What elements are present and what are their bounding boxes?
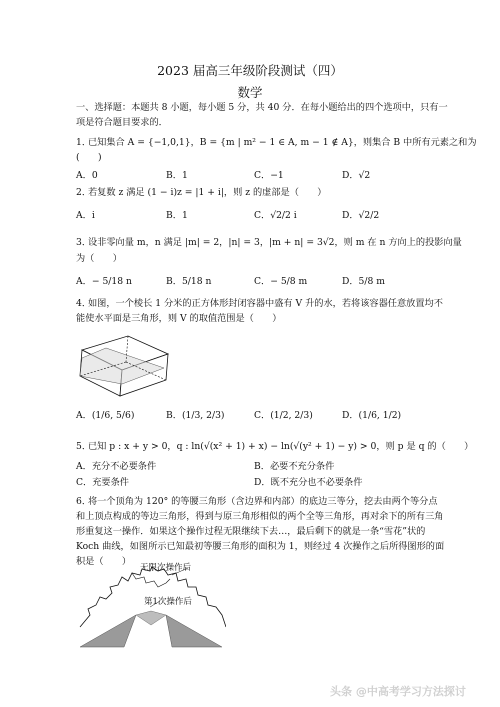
question-2-option-d: D．√2/2	[342, 210, 380, 221]
question-2-option-c: C．√2/2 i	[254, 210, 297, 221]
question-4-option-b: B．(1/3, 2/3)	[166, 410, 225, 421]
watermark-text: 头条 @中高考学习方法探讨	[330, 685, 466, 698]
question-6-stem-line2: 和上顶点构成的等边三角形，得到与原三角形相似的两个全等三角形，再对余下的所有三角	[76, 511, 444, 522]
question-4-stem-line1: 如图，一个棱长 1 分米的正方体形封闭容器中盛有 V 升的水，若将该容器任意放置均不	[88, 298, 443, 309]
question-5-number: 5．	[76, 441, 92, 452]
question-1-stem: 已知集合 A = {−1,0,1}，B = {m | m² − 1 ∈ A, m − 1 ∉ A}，则集合 B 中所有元素之和为	[88, 137, 477, 148]
question-6-stem-line5: 积是（ ）	[76, 556, 132, 567]
figure-label-first: 第1次操作后	[144, 597, 192, 607]
question-3-option-b: B．5/18 n	[166, 276, 212, 287]
subject-title: 数学	[237, 85, 263, 100]
question-5-option-d: D．既不充分也不必要条件	[254, 477, 363, 488]
question-4-option-a: A．(1/6, 5/6)	[76, 410, 135, 421]
question-3-option-a: A．− 5/18 n	[76, 276, 132, 287]
question-5-option-a: A．充分不必要条件	[76, 461, 157, 472]
question-4-number: 4．	[76, 298, 92, 309]
question-4-option-d: D．(1/6, 1/2)	[342, 410, 402, 421]
question-1-option-c: C．−1	[254, 170, 284, 181]
question-2-option-a: A．i	[76, 210, 95, 221]
figure-label-infinite: 无限次操作后	[140, 563, 192, 573]
question-3-number: 3．	[76, 237, 92, 248]
question-2-number: 2．	[76, 187, 92, 198]
question-6-number: 6．	[76, 496, 92, 507]
question-1-option-b: B．1	[166, 170, 188, 181]
question-3-paren: 为（ ）	[76, 253, 122, 264]
question-6-stem-line4: Koch 曲线，如图所示已知最初等腰三角形的面积为 1，则经过 4 次操作之后所得图形的面	[76, 541, 445, 552]
question-2-option-b: B．1	[166, 210, 188, 221]
question-5-option-c: C．充要条件	[76, 477, 129, 488]
question-1-number: 1．	[76, 137, 92, 148]
question-6-stem-line1: 将一个顶角为 120° 的等腰三角形（含边界和内部）的底边三等分，挖去由两个等分点	[88, 496, 438, 507]
question-2-stem: 若复数 z 满足 (1 − i)z = |1 + i|，则 z 的虚部是（ ）	[88, 187, 327, 198]
question-1-option-a: A．0	[76, 170, 98, 181]
question-1-option-d: D．√2	[342, 170, 371, 181]
question-5-option-b: B．必要不充分条件	[254, 461, 335, 472]
section-intro-line1: 一、选择题：本题共 8 小题，每小题 5 分，共 40 分．在每小题给出的四个选项中，只有一	[76, 102, 448, 113]
question-4-stem-line2: 能使水平面是三角形，则 V 的取值范围是（ ）	[76, 313, 282, 324]
section-intro-line2: 项是符合题目要求的．	[76, 117, 168, 128]
exam-title: 2023 届高三年级阶段测试（四）	[157, 63, 343, 78]
cube-water-figure	[76, 328, 176, 400]
question-3-option-c: C．− 5/8 m	[254, 276, 308, 287]
question-6-stem-line3: 形重复这一操作．如果这个操作过程无限继续下去…，最后剩下的就是一条“雪花”状的	[76, 526, 426, 537]
question-4-option-c: C．(1/2, 2/3)	[254, 410, 313, 421]
question-5-stem: 已知 p : x + y > 0，q : ln(√(x² + 1) + x) − ln(√(y² + 1) − y) > 0，则 p 是 q 的（ ）	[88, 441, 474, 452]
question-3-stem: 设非零向量 m，n 满足 |m| = 2，|n| = 3，|m + n| = 3√2，则 m 在 n 方向上的投影向量	[88, 237, 462, 248]
koch-curve-figure	[76, 565, 226, 660]
question-3-option-d: D．5/8 m	[342, 276, 385, 287]
question-1-paren: ( )	[76, 152, 102, 163]
